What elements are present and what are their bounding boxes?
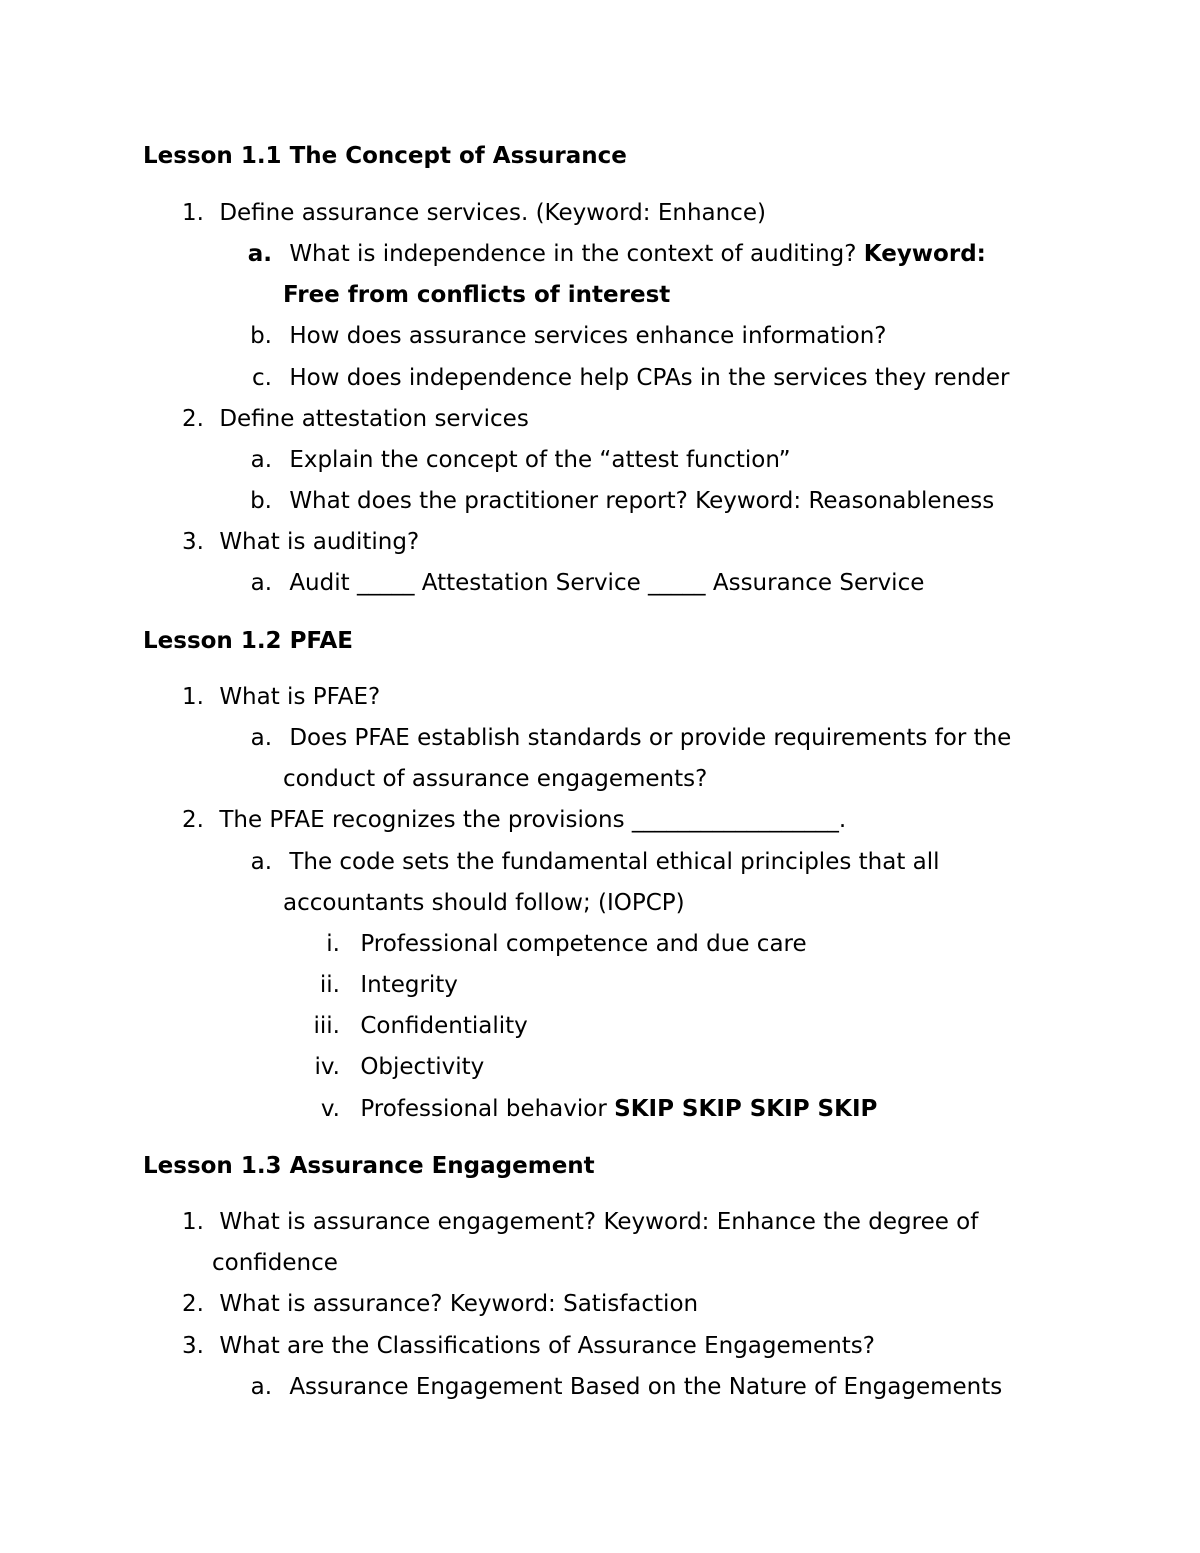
item-number: 3. [182, 1333, 204, 1359]
item-number: 2. [182, 1291, 204, 1317]
item-text: Integrity [360, 972, 458, 998]
item-number: a. [250, 725, 272, 751]
item-number: v. [320, 1096, 340, 1122]
item-number: ii. [319, 972, 340, 998]
item-text-continuation: confidence [212, 1250, 338, 1276]
list-item [290, 1053, 484, 1081]
list-item [170, 199, 766, 227]
item-text: Does PFAE establish standards or provide requirements for the [289, 725, 1012, 751]
item-text: The code sets the fundamental ethical principles that all [289, 849, 940, 875]
list-item [170, 683, 380, 711]
item-number: iii. [313, 1013, 340, 1039]
item-number: 1. [182, 200, 204, 226]
item-text: Explain the concept of the “attest function” [289, 447, 791, 473]
section-heading: Lesson 1.1 The Concept of Assurance [143, 143, 627, 169]
list-item [240, 569, 924, 597]
item-text: Assurance Engagement Based on the Nature of Engagements [289, 1374, 1003, 1400]
list-item [240, 446, 791, 474]
item-text: Define assurance services. (Keyword: Enhance) [219, 200, 766, 226]
item-text: Confidentiality [360, 1013, 528, 1039]
item-text: Objectivity [360, 1054, 485, 1080]
item-text: What is assurance engagement? Keyword: Enhance the degree of [219, 1209, 979, 1235]
list-item [170, 528, 419, 556]
list-item [290, 1012, 528, 1040]
item-text: Define attestation services [219, 406, 529, 432]
list-item [240, 487, 994, 515]
item-number: i. [326, 931, 340, 957]
list-item [240, 240, 986, 268]
item-text: How does independence help CPAs in the services they render [289, 365, 1010, 391]
item-text: What is independence in the context of auditing? [289, 241, 864, 267]
item-text: How does assurance services enhance information? [289, 323, 887, 349]
item-number: iv. [314, 1054, 340, 1080]
item-text-continuation: accountants should follow; (IOPCP) [283, 890, 685, 916]
item-text: What is assurance? Keyword: Satisfaction [219, 1291, 699, 1317]
item-number: 1. [182, 684, 204, 710]
section-heading: Lesson 1.3 Assurance Engagement [143, 1153, 595, 1179]
list-item [170, 405, 529, 433]
item-number: a. [250, 447, 272, 473]
item-text-continuation: conduct of assurance engagements? [283, 766, 708, 792]
item-text: Professional competence and due care [360, 931, 807, 957]
list-item [170, 1208, 978, 1236]
item-number: b. [250, 323, 272, 349]
item-keyword: Keyword: [863, 241, 986, 267]
item-number: 1. [182, 1209, 204, 1235]
section-heading: Lesson 1.2 PFAE [143, 628, 354, 654]
item-keyword: SKIP SKIP SKIP SKIP [614, 1096, 878, 1122]
list-item [240, 1373, 1002, 1401]
list-item [240, 848, 940, 876]
item-text: What does the practitioner report? Keyword: Reasonableness [289, 488, 995, 514]
list-item [290, 930, 807, 958]
list-item [170, 1332, 875, 1360]
list-item [170, 1290, 698, 1318]
item-number: a. [250, 570, 272, 596]
item-text: What is PFAE? [219, 684, 381, 710]
list-item [170, 806, 846, 834]
item-number: c. [252, 365, 272, 391]
item-number: a. [247, 241, 272, 267]
item-number: b. [250, 488, 272, 514]
item-text: What are the Classifications of Assurance Engagements? [219, 1333, 875, 1359]
list-item [240, 364, 1009, 392]
item-number: 2. [182, 406, 204, 432]
list-item [240, 724, 1011, 752]
item-text: Audit _____ Attestation Service _____ Assurance Service [289, 570, 925, 596]
item-text: Professional behavior [360, 1096, 615, 1122]
list-item [290, 971, 458, 999]
item-keyword-continuation: Free from conflicts of interest [283, 282, 671, 308]
item-text: The PFAE recognizes the provisions __________________. [219, 807, 847, 833]
list-item [290, 1095, 877, 1123]
item-text: What is auditing? [219, 529, 420, 555]
item-number: a. [250, 1374, 272, 1400]
item-number: a. [250, 849, 272, 875]
item-number: 3. [182, 529, 204, 555]
item-number: 2. [182, 807, 204, 833]
list-item [240, 322, 887, 350]
